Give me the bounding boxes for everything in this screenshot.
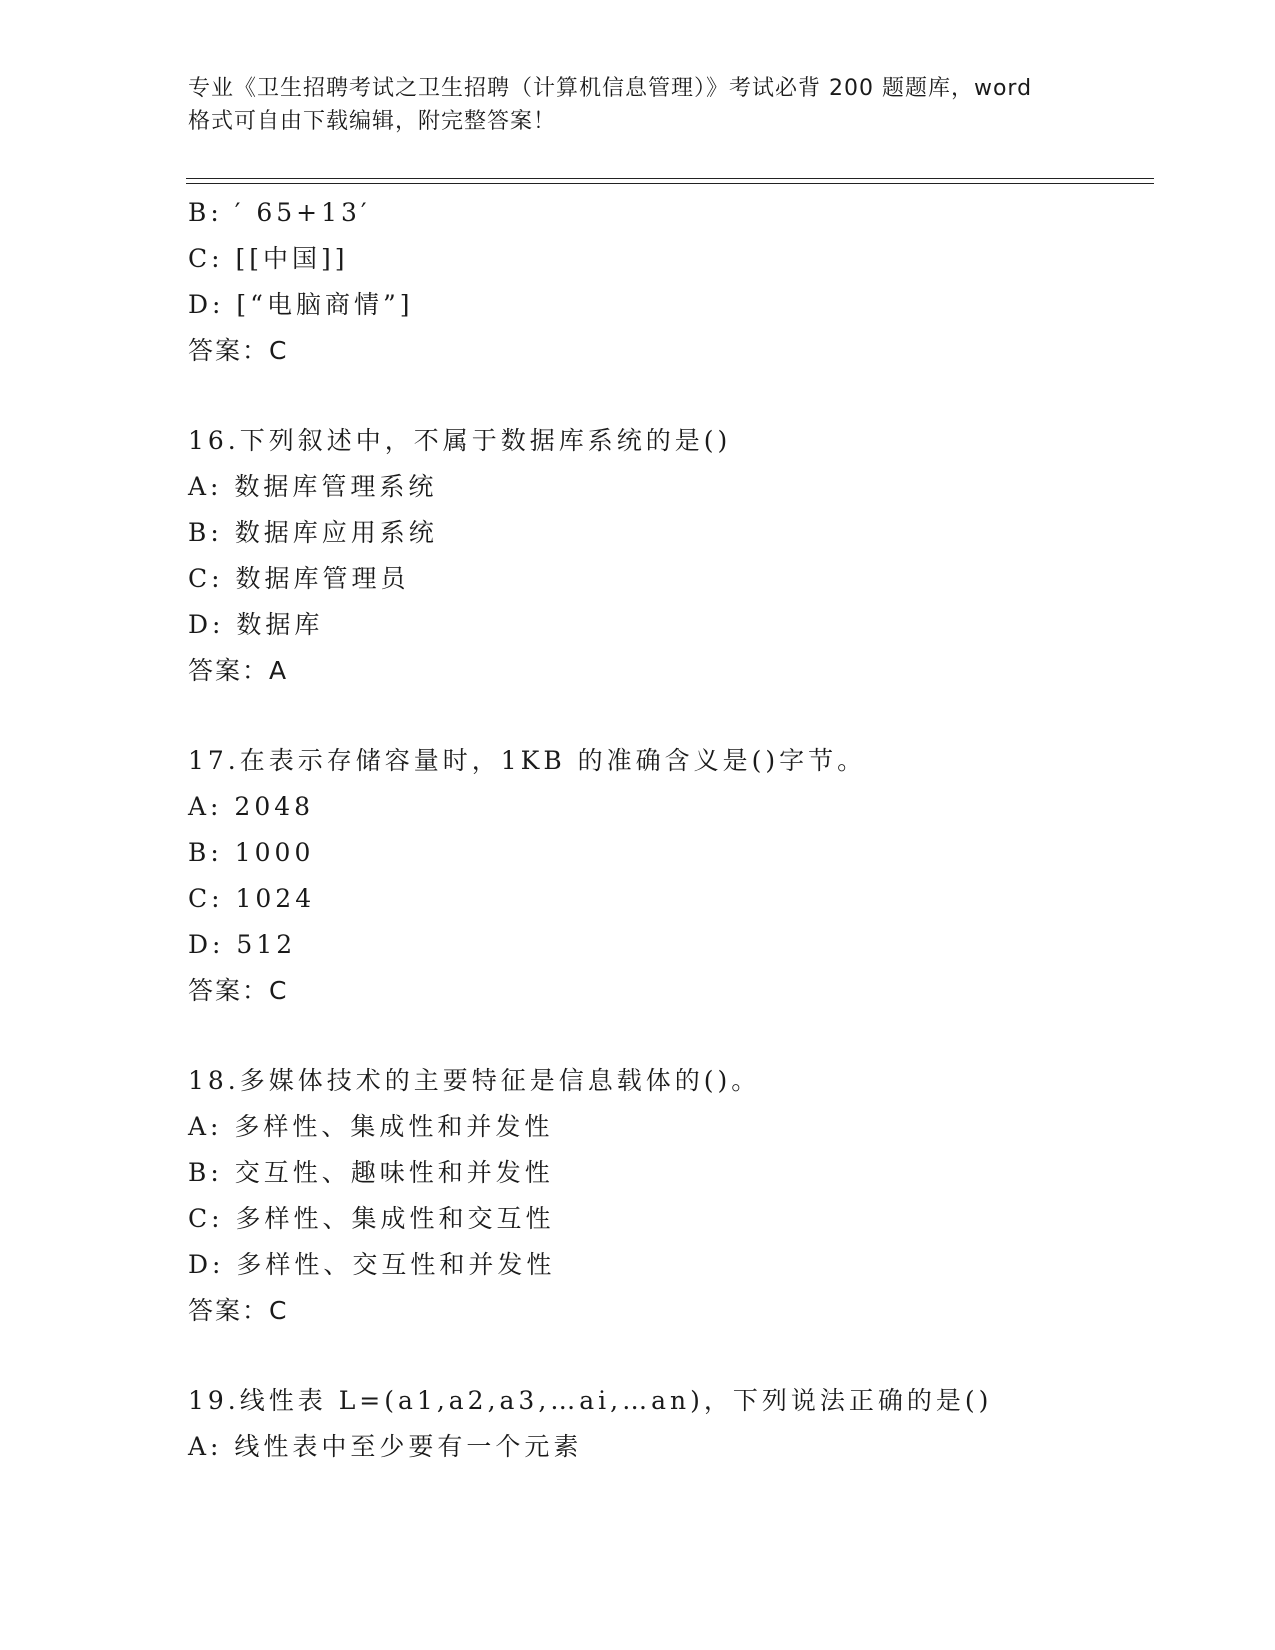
spacer bbox=[188, 1334, 1148, 1378]
option-d: D: [“电脑商情”] bbox=[188, 290, 414, 319]
question-stem: 16.下列叙述中，不属于数据库系统的是() bbox=[188, 426, 732, 455]
question-16 bbox=[188, 418, 1148, 694]
option-c: C: 1024 bbox=[188, 884, 316, 913]
option-d: D: 数据库 bbox=[188, 610, 324, 639]
question-stem: 17.在表示存储容量时，1KB 的准确含义是()字节。 bbox=[188, 746, 867, 775]
document-header bbox=[188, 72, 1088, 138]
option-a: A: 数据库管理系统 bbox=[188, 472, 438, 501]
answer-line: 答案：C bbox=[188, 1296, 289, 1325]
option-b: B: 交互性、趣味性和并发性 bbox=[188, 1158, 554, 1187]
spacer bbox=[188, 374, 1148, 418]
question-17 bbox=[188, 738, 1148, 1014]
answer-line: 答案：C bbox=[188, 976, 289, 1005]
header-divider-top bbox=[186, 178, 1154, 179]
question-15-tail bbox=[188, 190, 1148, 374]
option-c: C: 多样性、集成性和交互性 bbox=[188, 1204, 555, 1233]
answer-line: 答案：A bbox=[188, 656, 289, 685]
option-c: C: [[中国]] bbox=[188, 244, 349, 273]
option-b: B: ′ 65+13′ bbox=[188, 198, 371, 227]
question-stem: 18.多媒体技术的主要特征是信息载体的()。 bbox=[188, 1066, 761, 1095]
option-a: A: 线性表中至少要有一个元素 bbox=[188, 1432, 583, 1461]
option-c: C: 数据库管理员 bbox=[188, 564, 410, 593]
question-stem: 19.线性表 L=(a1,a2,a3,…ai,…an)，下列说法正确的是() bbox=[188, 1386, 993, 1415]
option-a: A: 多样性、集成性和并发性 bbox=[188, 1112, 554, 1141]
option-b: B: 1000 bbox=[188, 838, 315, 867]
option-a: A: 2048 bbox=[188, 792, 315, 821]
answer-line: 答案：C bbox=[188, 336, 289, 365]
spacer bbox=[188, 694, 1148, 738]
header-line-2: 格式可自由下载编辑，附完整答案！ bbox=[188, 109, 557, 134]
option-b: B: 数据库应用系统 bbox=[188, 518, 438, 547]
header-line-1: 专业《卫生招聘考试之卫生招聘（计算机信息管理）》考试必背 200 题题库，word bbox=[188, 76, 1033, 101]
header-divider-bottom bbox=[186, 183, 1154, 184]
spacer bbox=[188, 1014, 1148, 1058]
option-d: D: 多样性、交互性和并发性 bbox=[188, 1250, 556, 1279]
question-19 bbox=[188, 1378, 1148, 1470]
question-list bbox=[188, 190, 1148, 1470]
option-d: D: 512 bbox=[188, 930, 297, 959]
question-18 bbox=[188, 1058, 1148, 1334]
